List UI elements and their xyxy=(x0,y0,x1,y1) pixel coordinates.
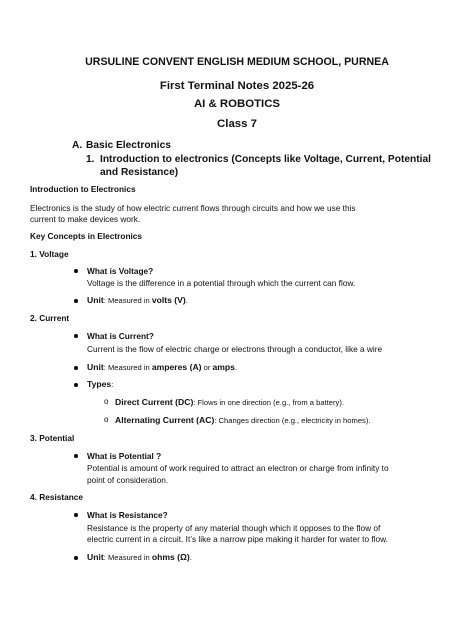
subject-title: AI & ROBOTICS xyxy=(193,98,281,110)
school-name: URSULINE CONVENT ENGLISH MEDIUM SCHOOL, PURNEA xyxy=(85,56,389,68)
bullet-icon xyxy=(74,299,78,303)
unit-key: Unit xyxy=(87,295,104,305)
current-heading: 2. Current xyxy=(30,313,70,323)
sub-bullet-icon: o xyxy=(104,397,109,406)
bullet-icon xyxy=(74,383,78,387)
unit-value-2: amps xyxy=(212,362,235,372)
voltage-question: What is Voltage? xyxy=(87,266,154,276)
unit-or: or xyxy=(201,363,213,372)
dc-key: Direct Current (DC) xyxy=(115,397,194,407)
potential-definition-line1: Potential is amount of work required to attract an electron or charge from infinity to xyxy=(87,463,389,473)
resistance-definition-line1: Resistance is the property of any material though which it opposes to the flow of xyxy=(87,523,381,533)
voltage-definition: Voltage is the difference in a potential through which the current can flow. xyxy=(87,278,356,288)
intro-text-line1: Electronics is the study of how electric current flows through circuits and how we use this xyxy=(30,203,356,213)
alternating-current-item xyxy=(115,415,370,425)
intro-heading: Introduction to Electronics xyxy=(30,184,136,194)
topic-title-line2: and Resistance) xyxy=(100,167,179,178)
class-title: Class 7 xyxy=(217,118,257,130)
bullet-icon xyxy=(74,334,78,338)
types-end: : xyxy=(111,380,114,389)
types-key: Types xyxy=(87,379,112,389)
section-a-title: Basic Electronics xyxy=(86,140,171,151)
bullet-icon xyxy=(74,366,78,370)
current-question: What is Current? xyxy=(87,331,154,341)
unit-text: : Measured in xyxy=(103,296,152,305)
current-types xyxy=(87,379,113,389)
dc-desc: : Flows in one direction (e.g., from a battery). xyxy=(193,398,344,407)
potential-heading: 3. Potential xyxy=(30,433,75,443)
section-a-marker: A. xyxy=(72,140,83,151)
unit-key: Unit xyxy=(87,552,104,562)
unit-value: volts (V) xyxy=(151,295,186,305)
resistance-heading: 4. Resistance xyxy=(30,492,84,502)
resistance-definition-line2: electric current in a circuit. It’s like a narrow pipe making it harder for water to flow. xyxy=(87,534,388,544)
topic-number: 1. xyxy=(86,154,95,165)
unit-end: . xyxy=(189,553,192,562)
unit-end: . xyxy=(234,363,238,372)
ac-desc: : Changes direction (e.g., electricity in homes). xyxy=(214,416,371,425)
voltage-unit xyxy=(87,295,188,305)
unit-end: . xyxy=(185,296,188,305)
direct-current-item xyxy=(115,397,344,407)
intro-text-line2: current to make devices work. xyxy=(30,214,141,224)
resistance-question: What is Resistance? xyxy=(87,510,168,520)
unit-value: amperes (A) xyxy=(151,362,202,372)
notes-title: First Terminal Notes 2025-26 xyxy=(159,80,315,92)
potential-definition-line2: point of consideration. xyxy=(87,475,169,485)
key-concepts-heading: Key Concepts in Electronics xyxy=(30,231,143,241)
bullet-icon xyxy=(74,269,78,273)
bullet-icon xyxy=(74,556,78,560)
voltage-heading: 1. Voltage xyxy=(30,249,69,259)
current-definition: Current is the flow of electric charge or electrons through a conductor, like a wire xyxy=(87,344,383,354)
bullet-icon xyxy=(74,513,78,517)
unit-text: : Measured in xyxy=(103,363,152,372)
bullet-icon xyxy=(74,454,78,458)
unit-key: Unit xyxy=(87,362,104,372)
current-unit xyxy=(87,362,237,372)
unit-value: ohms (Ω) xyxy=(151,552,190,562)
potential-question: What is Potential ? xyxy=(87,451,162,461)
sub-bullet-icon: o xyxy=(104,415,109,424)
topic-title-line1: Introduction to electronics (Concepts like Voltage, Current, Potential xyxy=(100,154,431,165)
unit-text: : Measured in xyxy=(103,553,152,562)
ac-key: Alternating Current (AC) xyxy=(115,415,215,425)
resistance-unit xyxy=(87,552,192,562)
